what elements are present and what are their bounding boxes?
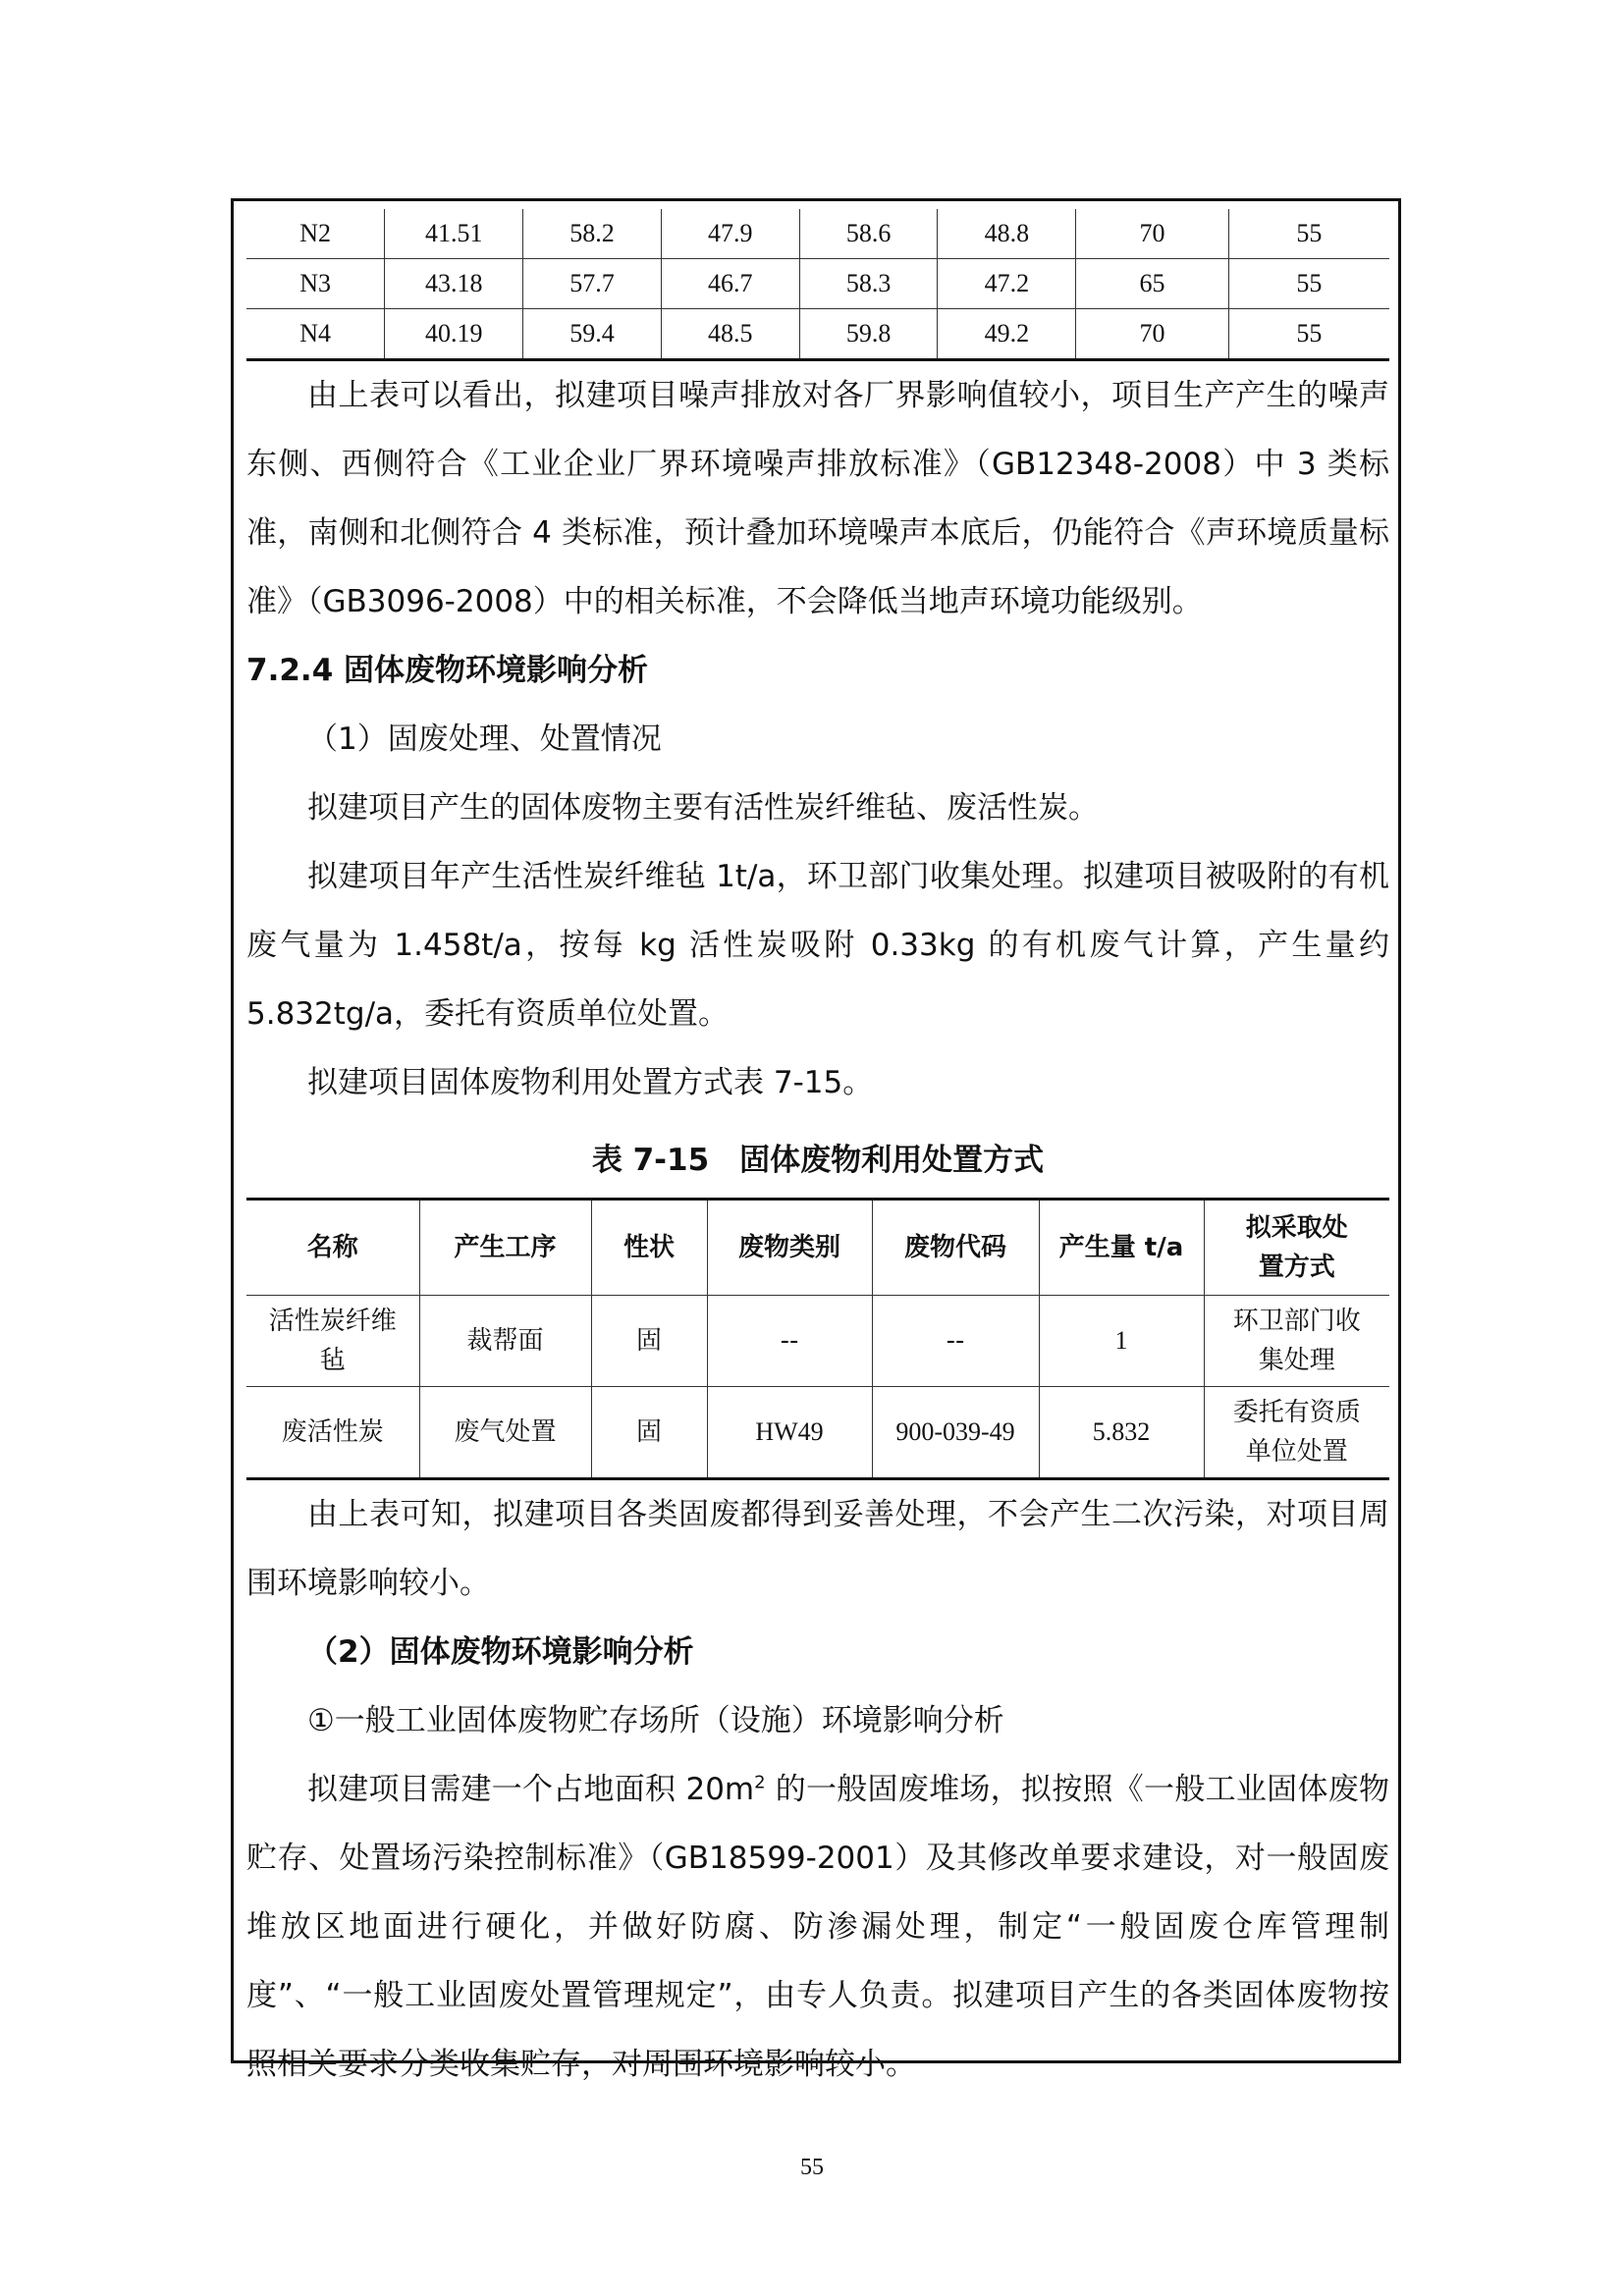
table-cell: 58.2 bbox=[523, 209, 662, 259]
table-cell: N2 bbox=[246, 209, 385, 259]
storage-paragraph bbox=[246, 1755, 1389, 2099]
table-cell: 委托有资质单位处置 bbox=[1204, 1387, 1389, 1479]
table-cell: 40.19 bbox=[385, 309, 523, 360]
waste-amount-paragraph: 拟建项目年产生活性炭纤维毡 1t/a，环卫部门收集处理。拟建项目被吸附的有机废气量为 1.458t/a，按每 kg 活性炭吸附 0.33kg 的有机废气计算，产生量约 5.832tg/a，委托有资质单位处置。 bbox=[246, 859, 1389, 1032]
table-cell: N3 bbox=[246, 259, 385, 309]
waste-conclusion-paragraph: 由上表可知，拟建项目各类固废都得到妥善处理，不会产生二次污染，对项目周围环境影响较小。 bbox=[246, 1497, 1389, 1601]
waste-types-paragraph: 拟建项目产生的固体废物主要有活性炭纤维毡、废活性炭。 bbox=[307, 790, 1099, 826]
table-cell: -- bbox=[707, 1296, 872, 1387]
table-cell: 47.2 bbox=[938, 259, 1076, 309]
table-row bbox=[246, 209, 1389, 259]
table-caption: 表 7-15 固体废物利用处置方式 bbox=[591, 1143, 1045, 1178]
subheading-impact: （2）固体废物环境影响分析 bbox=[307, 1634, 694, 1670]
table-header-row bbox=[246, 1200, 1389, 1296]
table-row bbox=[246, 259, 1389, 309]
page-content bbox=[246, 209, 1389, 2099]
storage-text-b: 的一般固废堆场，拟按照《一般工业固体废物贮存、处置场污染控制标准》（GB18599-2001）及其修改单要求建设，对一般固废堆放区地面进行硬化，并做好防腐、防渗漏处理，制定“一般固废仓库管理制度”、“一般工业固废处置管理规定”，由专人负责。拟建项目产生的各类固体废物按照相关要求分类收集贮存，对周围环境影响较小。 bbox=[246, 1772, 1389, 2082]
table-cell: 55 bbox=[1228, 309, 1389, 360]
column-header: 产生量 t/a bbox=[1039, 1200, 1204, 1296]
table-row bbox=[246, 1296, 1389, 1387]
table-cell: 环卫部门收集处理 bbox=[1204, 1296, 1389, 1387]
table-cell: 废活性炭 bbox=[246, 1387, 419, 1479]
table-cell: N4 bbox=[246, 309, 385, 360]
table-cell: 59.8 bbox=[799, 309, 938, 360]
table-cell: 固 bbox=[591, 1296, 707, 1387]
table-cell: 裁帮面 bbox=[419, 1296, 591, 1387]
table-cell: HW49 bbox=[707, 1387, 872, 1479]
column-header: 拟采取处置方式 bbox=[1204, 1200, 1389, 1296]
column-header: 名称 bbox=[246, 1200, 419, 1296]
table-cell: 48.5 bbox=[661, 309, 799, 360]
table-cell: 70 bbox=[1076, 209, 1228, 259]
waste-table bbox=[246, 1198, 1389, 1480]
table-cell: 57.7 bbox=[523, 259, 662, 309]
storage-text-a: 拟建项目需建一个占地面积 20m bbox=[307, 1772, 755, 1807]
column-header: 性状 bbox=[591, 1200, 707, 1296]
table-cell: 59.4 bbox=[523, 309, 662, 360]
table-cell: 41.51 bbox=[385, 209, 523, 259]
column-header: 废物类别 bbox=[707, 1200, 872, 1296]
table-cell: 58.6 bbox=[799, 209, 938, 259]
page-frame bbox=[231, 198, 1401, 2082]
table-cell: 46.7 bbox=[661, 259, 799, 309]
table-cell: 55 bbox=[1228, 259, 1389, 309]
table-row bbox=[246, 1387, 1389, 1479]
table-cell: 55 bbox=[1228, 209, 1389, 259]
table-cell: -- bbox=[872, 1296, 1039, 1387]
table-cell: 65 bbox=[1076, 259, 1228, 309]
table-cell: 活性炭纤维毡 bbox=[246, 1296, 419, 1387]
table-cell: 900-039-49 bbox=[872, 1387, 1039, 1479]
table-cell: 5.832 bbox=[1039, 1387, 1204, 1479]
table-cell: 43.18 bbox=[385, 259, 523, 309]
table-cell: 47.9 bbox=[661, 209, 799, 259]
table-cell: 70 bbox=[1076, 309, 1228, 360]
subheading-storage: ①一般工业固体废物贮存场所（设施）环境影响分析 bbox=[307, 1703, 1004, 1738]
noise-table bbox=[246, 209, 1389, 361]
table-cell: 58.3 bbox=[799, 259, 938, 309]
table-reference-paragraph: 拟建项目固体废物利用处置方式表 7-15。 bbox=[307, 1065, 874, 1100]
table-row bbox=[246, 309, 1389, 360]
noise-conclusion-paragraph: 由上表可以看出，拟建项目噪声排放对各厂界影响值较小，项目生产产生的噪声东侧、西侧符合《工业企业厂界环境噪声排放标准》（GB12348-2008）中 3 类标准，南侧和北侧符合 4 类标准，预计叠加环境噪声本底后，仍能符合《声环境质量标准》（GB3096-2008）中的相关标准，不会降低当地声环境功能级别。 bbox=[246, 378, 1389, 619]
column-header: 产生工序 bbox=[419, 1200, 591, 1296]
table-cell: 废气处置 bbox=[419, 1387, 591, 1479]
table-cell: 1 bbox=[1039, 1296, 1204, 1387]
table-cell: 49.2 bbox=[938, 309, 1076, 360]
subheading-disposal: （1）固废处理、处置情况 bbox=[307, 721, 662, 757]
section-heading: 7.2.4 固体废物环境影响分析 bbox=[246, 653, 649, 688]
superscript: 2 bbox=[754, 1772, 766, 1793]
table-cell: 固 bbox=[591, 1387, 707, 1479]
page-number: 55 bbox=[800, 2155, 824, 2180]
table-cell: 48.8 bbox=[938, 209, 1076, 259]
column-header: 废物代码 bbox=[872, 1200, 1039, 1296]
